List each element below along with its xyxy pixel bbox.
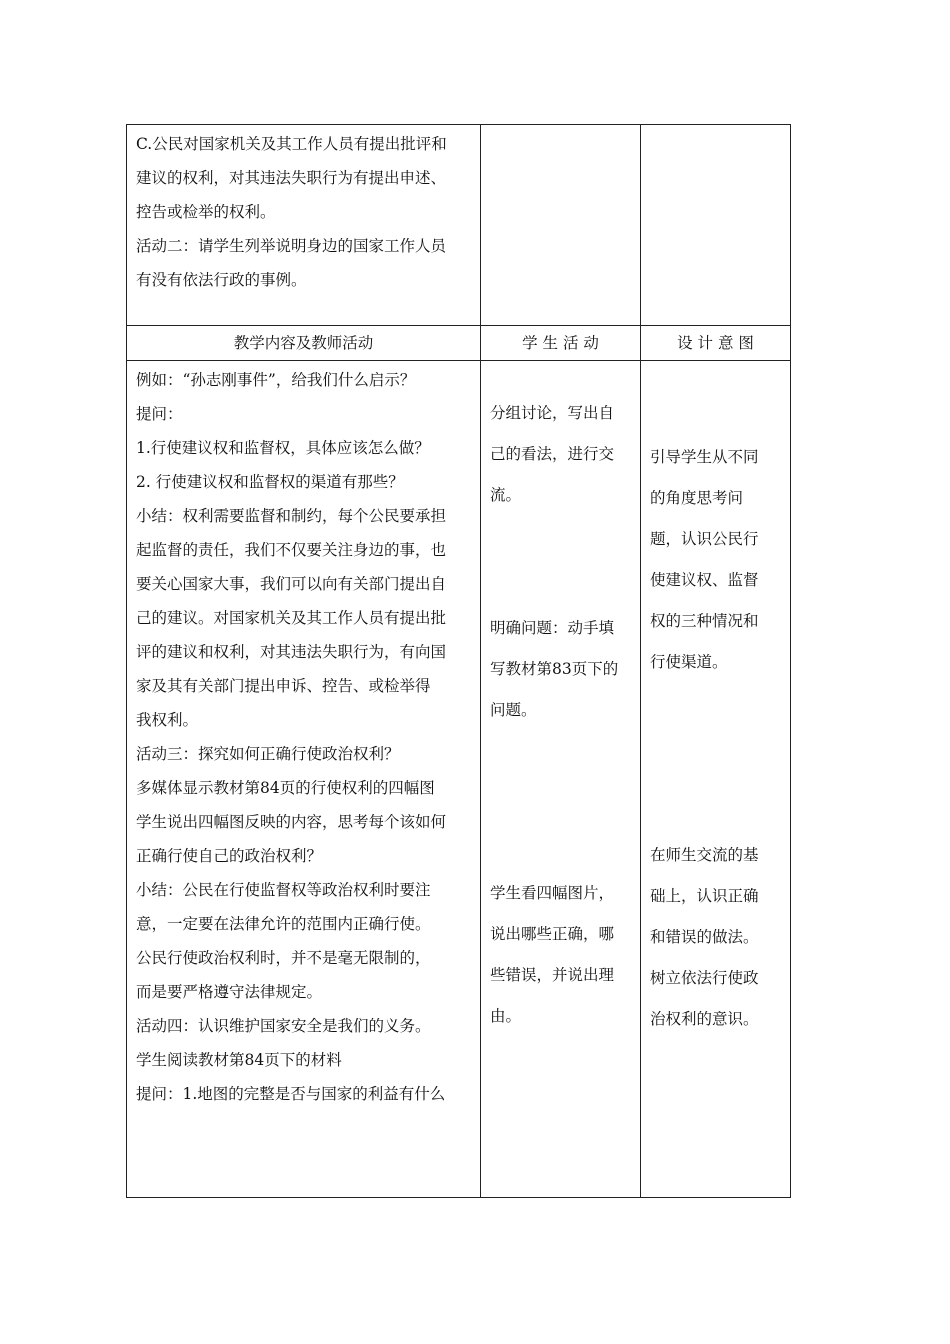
text-line: 树立依法行使政: [650, 969, 759, 987]
text-line: 小结：权利需要监督和制约，每个公民要承担: [136, 507, 447, 525]
header-design-intent: 设 计 意 图: [641, 326, 791, 361]
text-line: 题，认识公民行: [650, 530, 759, 548]
text-line: 活动三：探究如何正确行使政治权利？: [136, 745, 400, 763]
text-line: 有没有依法行政的事例。: [136, 271, 307, 289]
text-line: 己的建议。对国家机关及其工作人员有提出批: [136, 609, 447, 627]
text-line: 评的建议和权利，对其违法失职行为，有向国: [136, 643, 447, 661]
row1-design-cell: [641, 125, 791, 326]
text-line: 小结：公民在行使监督权等政治权利时要注: [136, 881, 431, 899]
text-line: 由。: [490, 1007, 522, 1025]
text-line: 和错误的做法。: [650, 928, 759, 946]
row2-content-cell: [127, 361, 481, 1198]
text-line: 正确行使自己的政治权利？: [136, 847, 323, 865]
text-line: 而是要严格遵守法律规定。: [136, 983, 323, 1001]
text-line: 己的看法，进行交: [490, 445, 615, 463]
text-line: 起监督的责任，我们不仅要关注身边的事，也: [136, 541, 447, 559]
table-row: [127, 125, 791, 326]
text-line: 例如：“孙志刚事件”，给我们什么启示？: [136, 371, 416, 389]
text-line: 家及其有关部门提出申诉、控告、或检举得: [136, 677, 431, 695]
text-line: 2. 行使建议权和监督权的渠道有那些？: [136, 473, 404, 491]
text-line: C.公民对国家机关及其工作人员有提出批评和: [136, 135, 447, 153]
text-line: 意，一定要在法律允许的范围内正确行使。: [136, 915, 431, 933]
text-line: 学生说出四幅图反映的内容，思考每个该如何: [136, 813, 447, 831]
text-line: 写教材第83页下的: [490, 660, 619, 678]
text-line: 的角度思考问: [650, 489, 744, 507]
text-line: 流。: [490, 486, 522, 504]
text-line: 引导学生从不同: [650, 448, 759, 466]
text-line: 权的三种情况和: [650, 612, 759, 630]
text-line: 在师生交流的基: [650, 846, 759, 864]
text-line: 学生看四幅图片，: [490, 884, 615, 902]
text-line: 些错误，并说出理: [490, 966, 615, 984]
lesson-plan-table: [126, 124, 791, 1198]
table-row: [127, 361, 791, 1198]
text-line: 控告或检举的权利。: [136, 203, 276, 221]
text-line: 活动四：认识维护国家安全是我们的义务。: [136, 1017, 431, 1035]
row2-design-cell: [641, 361, 791, 1198]
text-line: 活动二：请学生列举说明身边的国家工作人员: [136, 237, 447, 255]
text-line: 公民行使政治权利时，并不是毫无限制的，: [136, 949, 431, 967]
row2-student-cell: [481, 361, 641, 1198]
text-line: 我权利。: [136, 711, 199, 729]
text-line: 1.行使建议权和监督权，具体应该怎么做？: [136, 439, 430, 457]
text-line: 分组讨论，写出自: [490, 404, 615, 422]
text-line: 问题。: [490, 701, 537, 719]
row1-student-cell: [481, 125, 641, 326]
text-line: 明确问题：动手填: [490, 619, 615, 637]
header-student-activity: 学 生 活 动: [481, 326, 641, 361]
text-line: 础上，认识正确: [650, 887, 759, 905]
text-line: 要关心国家大事，我们可以向有关部门提出自: [136, 575, 447, 593]
text-line: 使建议权、监督: [650, 571, 759, 589]
text-line: 治权利的意识。: [650, 1010, 759, 1028]
text-line: 行使渠道。: [650, 653, 728, 671]
text-line: 提问：: [136, 405, 183, 423]
header-teaching-content: 教学内容及教师活动: [127, 326, 481, 361]
table-header-row: [127, 326, 791, 361]
text-line: 提问：1.地图的完整是否与国家的利益有什么: [136, 1085, 446, 1103]
row1-content-cell: [127, 125, 481, 326]
text-line: 学生阅读教材第84页下的材料: [136, 1051, 342, 1069]
text-line: 建议的权利，对其违法失职行为有提出申述、: [136, 169, 447, 187]
text-line: 说出哪些正确，哪: [490, 925, 615, 943]
text-line: 多媒体显示教材第84页的行使权利的四幅图: [136, 779, 435, 797]
